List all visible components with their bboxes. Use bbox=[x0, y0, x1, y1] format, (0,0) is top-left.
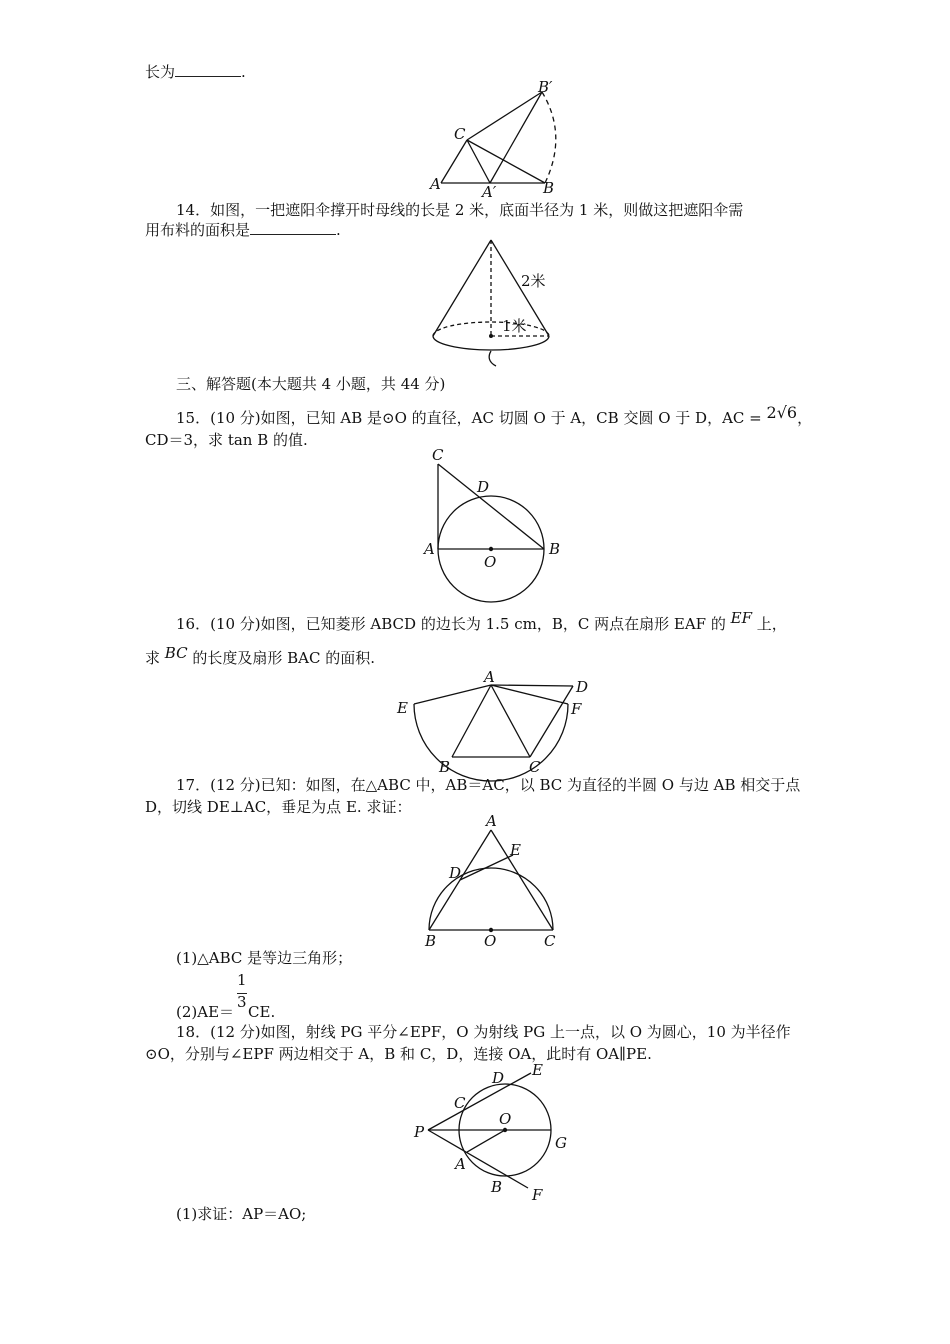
fraction-numerator: 1 bbox=[237, 971, 247, 989]
label-B-prime: B′ bbox=[538, 78, 553, 96]
q14-line2: 用布料的面积是 . bbox=[145, 221, 341, 239]
label-C: C bbox=[529, 758, 541, 776]
ray-PF bbox=[428, 1130, 528, 1188]
label-A: A bbox=[430, 175, 441, 193]
label-A-prime: A′ bbox=[482, 183, 497, 201]
q16-line2: 求 BC 的长度及扇形 BAC 的面积. bbox=[145, 644, 375, 667]
q18-line1: 18．(12 分)如图，射线 PG 平分∠EPF，O 为射线 PG 上一点，以 O 为圆心，10 为半径作 bbox=[176, 1023, 791, 1041]
label-O: O bbox=[484, 553, 497, 571]
label-A: A bbox=[484, 668, 495, 686]
label-P: P bbox=[414, 1123, 425, 1141]
fraction-denominator: 3 bbox=[237, 993, 247, 1011]
prev-question-tail: 长为 . bbox=[145, 63, 246, 81]
center-O bbox=[503, 1128, 507, 1132]
label-A: A bbox=[486, 812, 497, 830]
label-D: D bbox=[492, 1069, 505, 1087]
section-heading: 三、解答题(本大题共 4 小题，共 44 分) bbox=[176, 375, 446, 393]
label-B: B bbox=[439, 758, 451, 776]
label-radius: 1米 bbox=[502, 317, 527, 335]
label-C: C bbox=[454, 125, 466, 143]
label-E: E bbox=[510, 841, 521, 859]
arc-EF: EF bbox=[730, 609, 752, 627]
label-D: D bbox=[477, 478, 490, 496]
ac-value: 2√6 bbox=[766, 403, 798, 422]
label-A: A bbox=[455, 1155, 466, 1173]
segment-OA bbox=[467, 1130, 505, 1152]
label-B: B bbox=[543, 179, 555, 197]
label-G: G bbox=[555, 1134, 567, 1152]
q17-line2: D，切线 DE⊥AC，垂足为点 E. 求证： bbox=[145, 798, 412, 816]
label-B: B bbox=[491, 1178, 503, 1196]
label-C: C bbox=[454, 1094, 466, 1112]
label-B: B bbox=[549, 540, 561, 558]
label-D: D bbox=[576, 678, 589, 696]
label-B: B bbox=[425, 932, 437, 950]
label-C: C bbox=[544, 932, 556, 950]
label-D: D bbox=[449, 864, 462, 882]
label-E: E bbox=[532, 1061, 543, 1079]
ray-PE bbox=[428, 1073, 531, 1130]
q18-line2: ⊙O，分别与∠EPF 两边相交于 A，B 和 C，D，连接 OA，此时有 OA∥PE. bbox=[145, 1045, 652, 1063]
label-slant: 2米 bbox=[521, 272, 546, 290]
label-C: C bbox=[432, 446, 444, 464]
q17-line1: 17．(12 分)已知：如图，在△ABC 中，AB＝AC，以 BC 为直径的半圆 O 与边 AB 相交于点 bbox=[176, 776, 801, 794]
q16-line1: 16．(10 分)如图，已知菱形 ABCD 的边长为 1.5 cm，B，C 两点在扇形 EAF 的 EF 上， bbox=[176, 609, 787, 633]
q15-line2: CD＝3，求 tan B 的值. bbox=[145, 431, 308, 449]
q17-sub2: (2)AE＝ CE. bbox=[176, 1003, 276, 1021]
label-F: F bbox=[532, 1186, 543, 1204]
label-E: E bbox=[397, 699, 408, 717]
label-O: O bbox=[499, 1110, 512, 1128]
arc-BC: BC bbox=[164, 644, 188, 662]
q15-line1: 15．(10 分)如图，已知 AB 是⊙O 的直径，AC 切圆 O 于 A，CB 交圆 O 于 D，AC = 2√6， bbox=[176, 403, 813, 427]
q14-line1: 14．如图，一把遮阳伞撑开时母线的长是 2 米，底面半径为 1 米，则做这把遮阳伞需 bbox=[176, 201, 744, 219]
label-A: A bbox=[424, 540, 435, 558]
label-O: O bbox=[484, 932, 497, 950]
q18-sub1: (1)求证：AP＝AO; bbox=[176, 1205, 307, 1223]
q17-sub1: (1)△ABC 是等边三角形； bbox=[176, 949, 353, 967]
label-F: F bbox=[571, 700, 582, 718]
